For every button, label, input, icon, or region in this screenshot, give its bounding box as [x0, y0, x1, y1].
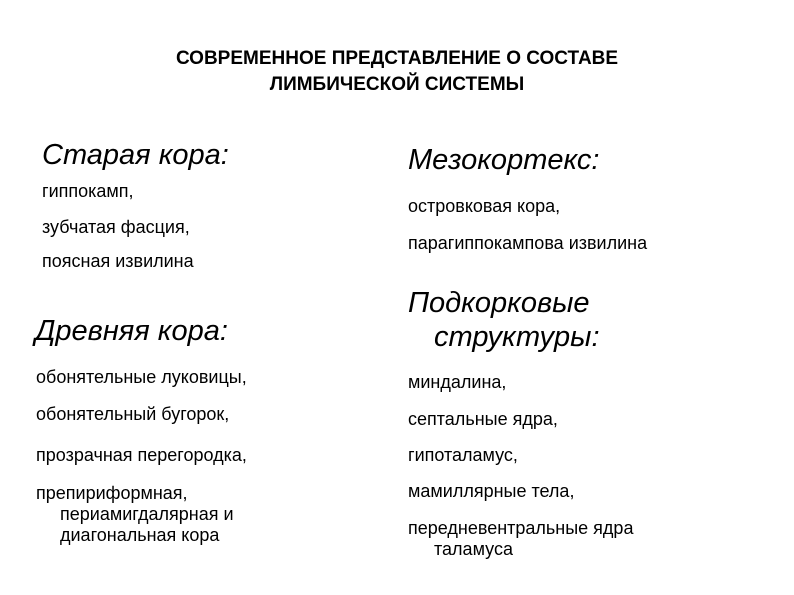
- subcortical-heading-line-2: структуры:: [434, 321, 600, 353]
- mesocortex-item-insular-cortex: островковая кора,: [408, 196, 561, 216]
- old-cortex-item-hippocampus: гиппокамп,: [42, 181, 134, 201]
- ancient-cortex-item-olfactory-bulbs: обонятельные луковицы,: [36, 367, 247, 387]
- subcortical-item-amygdala: миндалина,: [408, 372, 507, 392]
- subcortical-item-hypothalamus: гипоталамус,: [408, 445, 518, 465]
- page-title: [0, 46, 794, 98]
- ancient-cortex-item-prepiriform: [36, 483, 234, 546]
- prepiriform-line-1: препириформная,: [36, 483, 188, 503]
- subcortical-item-anteroventral-nuclei: [408, 518, 633, 560]
- ancient-cortex-item-olfactory-tubercle: обонятельный бугорок,: [36, 404, 230, 424]
- subcortical-item-mammillary-bodies: мамиллярные тела,: [408, 481, 575, 501]
- title-line-2: ЛИМБИЧЕСКОЙ СИСТЕМЫ: [269, 74, 525, 95]
- anteroventral-line-1: передневентральные ядра: [408, 518, 634, 538]
- old-cortex-item-dentate-fascia: зубчатая фасция,: [42, 217, 190, 237]
- anteroventral-line-2: таламуса: [434, 539, 513, 559]
- prepiriform-line-2: периамигдалярная и: [60, 504, 234, 524]
- prepiriform-line-3: диагональная кора: [60, 525, 220, 545]
- old-cortex-item-cingulate-gyrus: поясная извилина: [42, 251, 194, 271]
- mesocortex-item-parahippocampal-gyrus: парагиппокампова извилина: [408, 233, 648, 253]
- subcortical-heading-line-1: Подкорковые: [408, 287, 590, 319]
- ancient-cortex-heading: Древняя кора:: [35, 315, 228, 347]
- subcortical-heading: [408, 286, 600, 354]
- old-cortex-heading: Старая кора:: [42, 139, 229, 171]
- title-line-1: СОВРЕМЕННОЕ ПРЕДСТАВЛЕНИЕ О СОСТАВЕ: [175, 48, 619, 69]
- mesocortex-heading: Мезокортекс:: [408, 144, 600, 176]
- subcortical-item-septal-nuclei: септальные ядра,: [408, 409, 558, 429]
- ancient-cortex-item-septum-pellucidum: прозрачная перегородка,: [36, 445, 247, 465]
